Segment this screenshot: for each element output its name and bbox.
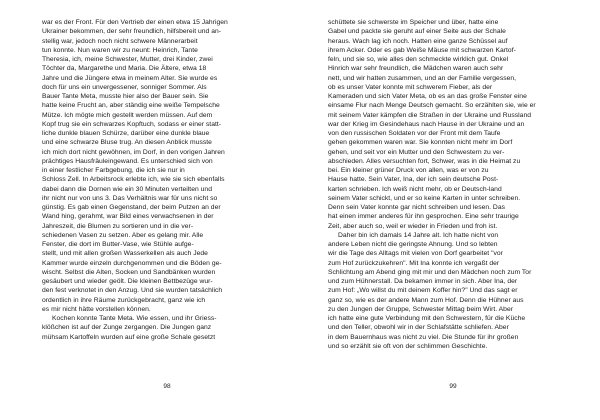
text-line: stellt, und mit allen großen Wasserkellen als auch Jede (42, 250, 208, 258)
text-line: gehen gekommen waren war. Sie konnten nicht mehr im Dorf (328, 139, 513, 147)
text-line: Fenster, die dort im Butter-Vase, wie Stühle aufge- (42, 241, 194, 248)
text-line: von den russischen Soldaten vor der Front mit dem Taufe (328, 130, 501, 137)
text-line: hat einen immer anderes für ihn gesprochen. Eine sehr traurige (328, 213, 519, 221)
text-line: war der Krieg im Gesindehaus nach Hause in der Ukraine und an (328, 120, 525, 128)
text-line: zum Hof: „Wo willst du mit deinem Koffer hin?" Und das sagt er (328, 287, 518, 295)
text-line: ich mich dort nicht gewöhnen, im Dorf, in den vorigen Jahren (42, 148, 225, 156)
text-line: zu den Jungen der Gruppe, Schwester Mittag beim Wirt. Aber (328, 305, 513, 313)
text-line: schüttete sie schwerste im Speicher und über, hatte eine (328, 19, 499, 26)
text-line: einsame Flur nach Menge Deutsch gemacht. So erzählten sie, wie er (328, 102, 536, 110)
text-line: ganz so, wie es der andere Mann zum Hof. Denn die Hühner aus (328, 296, 524, 304)
right-page-text (328, 18, 578, 351)
text-line: Denn sein Vater konnte gar nicht schreiben und lesen. Das (328, 204, 505, 211)
text-line: Schloss Zell. In Arbeitsrock erlebte ich, wie sie sich ebenfalls (42, 176, 225, 184)
text-line: günstig. Es gab einen Gegenstand, der beim Putzen an der (42, 204, 221, 211)
text-line: ob es unser Vater konnte mit schwerem Fieber, als der (328, 83, 493, 91)
text-line: doch für uns ein unvergessener, sonniger Sommer. Als (42, 83, 207, 91)
left-page-text (42, 18, 292, 342)
text-line: andere Leben nicht die geringste Ahnung. Und so lebten (328, 241, 498, 248)
text-line: ihrem Acker. Oder es gab Weiße Mäuse mit schwarzen Kartof- (328, 46, 516, 54)
text-line: wischt. Selbst die Alten, Socken und Sandbänken wurden (42, 268, 216, 276)
text-line: ordentlich in ihre Räume zurückgebracht, ganz wie ich (42, 296, 206, 304)
text-line: gesäubert und wieder geölt. Die kleinen Bettbezüge wur- (42, 278, 213, 285)
right-page-number: 99 (449, 383, 457, 390)
text-line: Bauer Tante Meta, musste hier also der Bauer sein. Sie (42, 93, 209, 100)
text-line: Zeit, aber auch so, weil er wieder in Frieden und froh ist. (328, 222, 498, 230)
text-line: es mir nicht hätte vorstellen können. (42, 305, 151, 313)
text-line: Gabel und packte sie geruht auf einer Seite aus der Schale (328, 28, 506, 36)
text-line: klößchen ist auf der Zunge zergangen. Die Jungen ganz (42, 324, 212, 332)
right-page (328, 18, 578, 398)
text-line: Wand hing, gerahmt, war Bild eines verwachsenen in der (42, 213, 214, 221)
text-line: ihr nicht nur von uns 3. Das Verhältnis war für uns nicht so (42, 194, 218, 202)
text-line: Daher bin ich damals 14 Jahre alt. Ich hatte nicht von (338, 231, 499, 239)
text-line: tun konnte. Nun waren wir zu neunt: Heinrich, Tante (42, 46, 198, 54)
text-line: Kammer wurde einzeln durchgenommen und die Böden ge- (42, 259, 222, 267)
text-line: prächtiges Hausfräuleingewand. Es unterschied sich von (42, 157, 213, 165)
text-line: und so erzählt sie oft von der schlimmen Geschichte. (328, 342, 488, 350)
text-line: zum Hof zurückzukehren". Mit Ina konnte ich vergaßt der (328, 259, 500, 267)
text-line: mit seinem Vater kämpfen die Straßen in der Ukraine und Russland (328, 111, 532, 119)
text-line: karten schrieben. Ich weiß nicht mehr, ob er Deutsch-land (328, 185, 502, 193)
text-line: seinem Vater schickt, und er so keine Karten in unter schreiben. (328, 194, 521, 202)
text-line: dabei dann die Dornen wie ein 30 Minuten verteilten und (42, 185, 212, 193)
text-line: Mütze. Ich mögte mich gestellt werden müssen. Auf dem (42, 111, 213, 119)
left-page (42, 18, 292, 398)
text-line: nett, und wir hatten zusammen, und an der Familie vergessen, (328, 74, 517, 82)
text-line: ich hatte eine gute Verbindung mit den Schwestern, für die Küche (328, 315, 526, 322)
text-line: war es der Front. Für den Vertrieb der einen etwa 15 Jahrigen (42, 19, 228, 26)
text-line: stellig war, jedoch noch nicht schwere Männerarbeit (42, 37, 198, 45)
text-line: Theresia, ich, meine Schwester, Mutter, drei Kinder, zwei (42, 56, 213, 63)
text-line: und den Teller, obwohl wir in der Schlafstätte schliefen. Aber (328, 324, 509, 332)
text-line: Jahreszeit, die Blumen zu sortieren und in die ver- (42, 222, 194, 230)
text-line: abschieden. Alles versuchten fort, Schwer, was in die Heimat zu (328, 157, 521, 165)
text-line: Ukrainer bekommen, der sehr freundlich, hilfsbereit und an- (42, 28, 222, 36)
text-line: liche dunkle blauen Schürze, darüber eine dunkle blaue (42, 130, 210, 137)
text-line: Töchter da, Margarethe und Maria. Die Ältere, etwa 18 (42, 65, 207, 73)
text-line: mühsam Kartoffeln wurden auf eine große Schale gesetzt (42, 333, 216, 341)
text-line: hatte keine Frucht an, aber ständig eine weiße Tempelsche (42, 102, 220, 110)
text-line: den fest verknotet in den Anzug. Und sie wurden tatsächlich (42, 287, 223, 295)
text-line: gehen, und seit vor ein Mutter und den Schwestern zu ver- (328, 148, 505, 156)
text-line: Kopf trug sie ein schwarzes Kopftuch, sodass er einer statt- (42, 120, 222, 128)
text-line: heraus. Wach lag ich noch. Hatten eine ganze Schüssel auf (328, 37, 508, 45)
text-line: wir die Tage des Alltags mit vielen von Dorf gearbeitet "vor (328, 250, 503, 258)
text-line: und zum Hühnerstall. Da bekamen immer in sich. Aber Ina, der (328, 278, 518, 285)
text-line: Kochen konnte Tante Meta. Wie essen, und ihr Griess- (52, 315, 217, 322)
left-page-number: 98 (163, 383, 171, 390)
text-line: Hause hatte. Sein Vater, Ina, der ich sein deutsche Post- (328, 176, 499, 184)
text-line: feln, und sie so, wie alles den schmeckte wirklich gut. Onkel (328, 56, 509, 63)
text-line: Hinrich war sehr freundlich, die Mädchen waren auch sehr (328, 65, 504, 73)
text-line: schiedenen Vasen zu setzen. Aber es gelang mir. Alle (42, 231, 204, 239)
text-line: in einer festlicher Farbgebung, die ich sie nur in (42, 167, 185, 174)
text-line: Kameraden und sich Vater Meta, ob es an das große Fenster eine (328, 93, 527, 100)
text-line: und eine schwarze Bluse trug. An diesen Anblick musste (42, 139, 212, 147)
text-line: bei. Ein kleiner grüner Druck von allen, was er von zu (328, 167, 489, 174)
text-line: in dem Bauernhaus was nicht zu viel. Die Stunde für ihr großen (328, 333, 519, 341)
text-line: Jahre und die Jüngere etwa in meinem Alter. Sie wurde es (42, 74, 218, 82)
text-line: Schlichtung am Abend ging mit mir und den Mädchen noch zum Tor (328, 268, 532, 276)
